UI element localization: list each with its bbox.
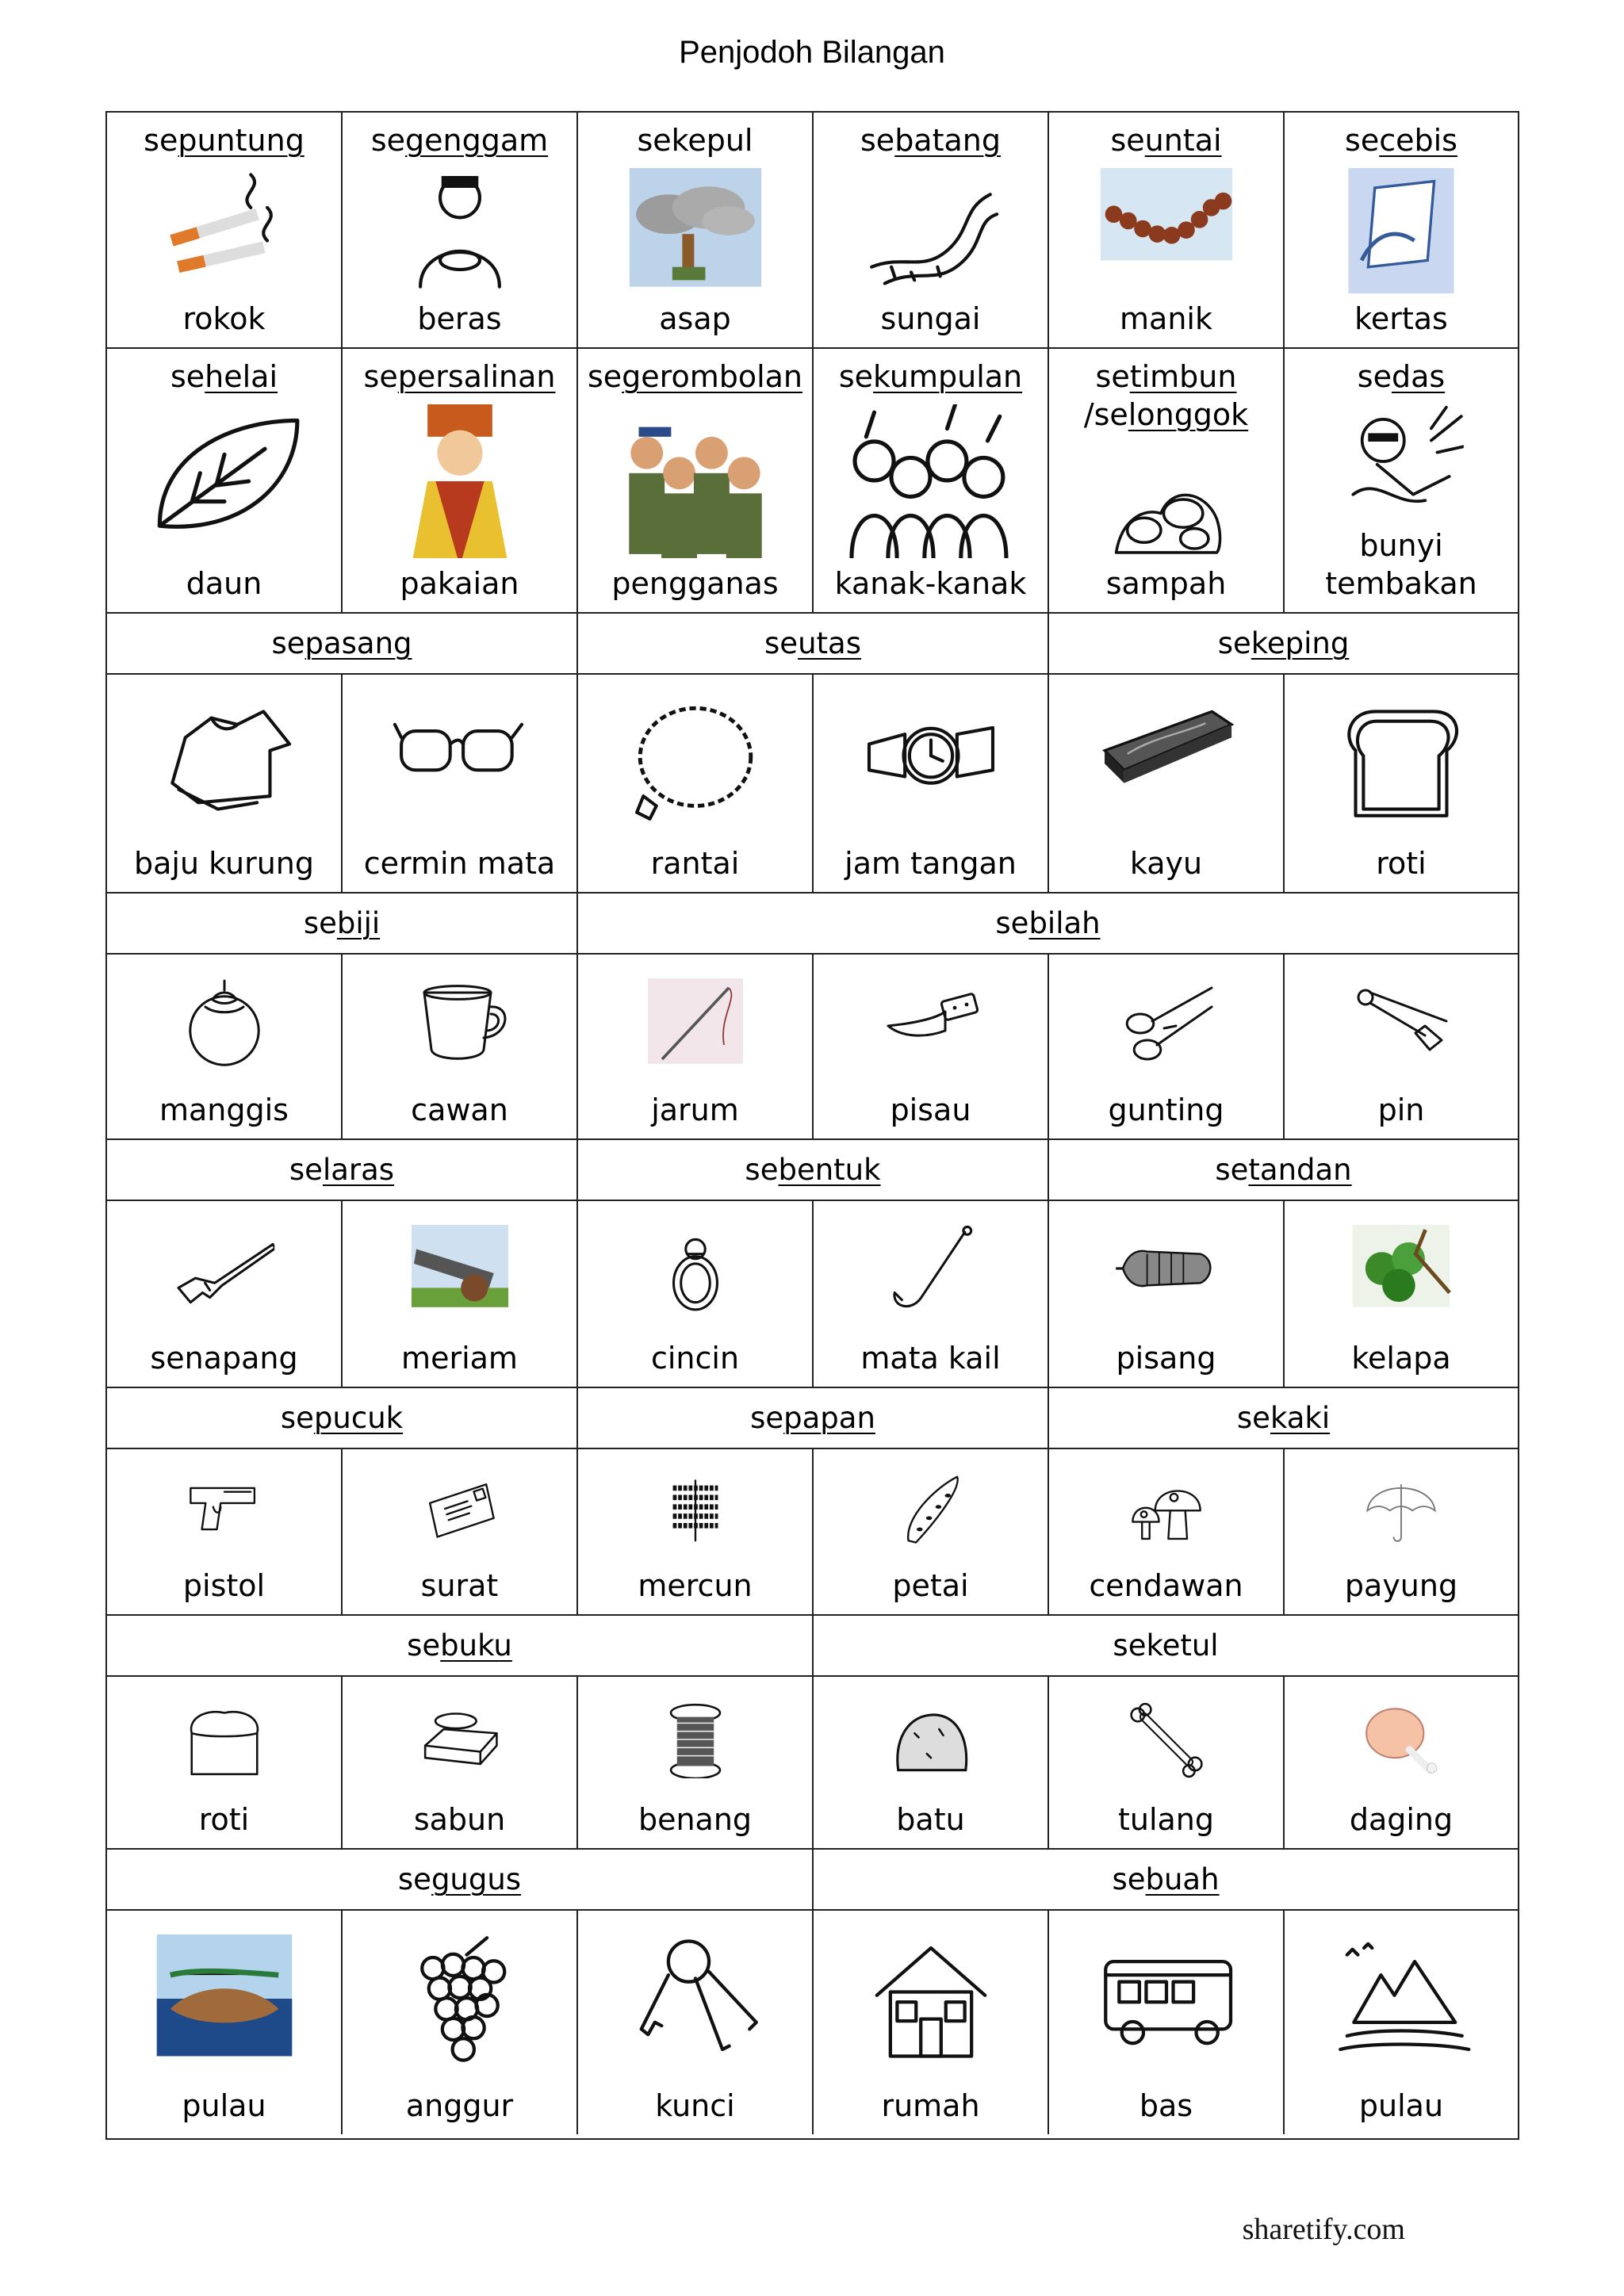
item-name: pin (1377, 1092, 1425, 1127)
cell-pin (1285, 955, 1518, 1140)
item-name: manik (1120, 300, 1212, 336)
group-header-sebuah (814, 1850, 1518, 1911)
cell-benang (578, 1677, 814, 1850)
classifier-root: cebis (1379, 123, 1457, 158)
river-icon (862, 168, 1000, 293)
wood-plank-icon (1098, 698, 1235, 822)
classifier-root: das (1391, 359, 1446, 394)
cell-payung (1285, 1449, 1518, 1616)
item-name: jarum (651, 1092, 739, 1127)
cell-cendawan (1049, 1449, 1285, 1616)
cell-sungai (814, 113, 1049, 349)
item-name: pistol (182, 1567, 266, 1603)
cell-pisang (1049, 1201, 1285, 1388)
scissors-icon (1116, 978, 1216, 1069)
item-name: rokok (182, 300, 266, 336)
cell-jarum (578, 955, 814, 1140)
cell-manggis (107, 955, 343, 1140)
cell-manik (1049, 113, 1285, 349)
ring-icon (645, 1225, 746, 1317)
classifier-prefix: se (1112, 1862, 1146, 1896)
island-photo-icon (153, 1934, 294, 2063)
classifier-root: laras (322, 1153, 395, 1187)
cell-pistol (107, 1449, 343, 1616)
cell-tulang (1049, 1677, 1285, 1850)
classifier-prefix: se (750, 1401, 784, 1435)
traditional-clothing-icon (375, 404, 544, 558)
cell-bas (1049, 1911, 1285, 2134)
group-header-seketul (814, 1616, 1518, 1677)
classifier-prefix: se (144, 123, 178, 158)
item-name: baju kurung (134, 845, 314, 881)
umbrella-icon (1362, 1473, 1441, 1544)
item-name: batu (896, 1801, 965, 1837)
cell-anggur (343, 1911, 578, 2134)
firecrackers-icon (656, 1473, 734, 1544)
classifier-root: puntung (178, 123, 304, 158)
classifier-prefix: se (170, 359, 205, 394)
classifier-prefix: se (1345, 123, 1380, 158)
banana-bunch-icon (1116, 1225, 1217, 1317)
cell-asap (578, 113, 814, 349)
cell-mata-kail (814, 1201, 1049, 1388)
bread-slice-icon (1333, 698, 1469, 822)
item-name: pulau (182, 2087, 266, 2123)
safety-pin-icon (1351, 978, 1450, 1069)
classifier-label (1049, 358, 1283, 434)
item-name: kayu (1129, 845, 1203, 881)
classifier-root: helai (205, 359, 278, 394)
cell-batu (814, 1677, 1049, 1850)
needle-icon (645, 978, 745, 1069)
classifier-label (107, 122, 341, 160)
classifier-root: batang (894, 123, 1001, 158)
item-name: beras (417, 300, 502, 336)
item-name: daun (186, 565, 262, 601)
item-name: kunci (655, 2087, 735, 2123)
baju-kurung-icon (156, 698, 293, 822)
cell-pulau (1285, 1911, 1518, 2134)
chain-necklace-icon (627, 698, 764, 822)
item-name: asap (659, 300, 731, 336)
classifier-root: utas (798, 626, 861, 660)
item-name: roti (1376, 845, 1427, 881)
classifier-label (343, 358, 576, 396)
cell-baju-kurung (107, 675, 343, 894)
wristwatch-icon (863, 698, 999, 822)
classifier-prefix: se (370, 123, 406, 158)
group-header-seutas (578, 614, 1049, 675)
classifier-prefix: se (1357, 359, 1392, 394)
item-name: meriam (401, 1340, 518, 1376)
item-name: surat (420, 1567, 499, 1603)
cell-kanak-kanak (814, 349, 1049, 614)
cell-kertas (1285, 113, 1518, 349)
item-name: senapang (150, 1340, 298, 1376)
classifier-prefix: se (995, 906, 1029, 940)
gunfire-icon (1339, 404, 1464, 519)
group-header-segugus (107, 1850, 814, 1911)
classifier-root: kaki (1270, 1401, 1331, 1435)
item-name: rumah (881, 2087, 980, 2123)
cell-pengganas (578, 349, 814, 614)
item-name: pakaian (400, 565, 519, 601)
grapes-icon (389, 1934, 530, 2063)
item-name: cermin mata (363, 845, 556, 881)
classifier-prefix: se (303, 906, 337, 940)
group-header-sepapan (578, 1388, 1049, 1449)
cell-rantai (578, 675, 814, 894)
cell-roti (107, 1677, 343, 1850)
item-name: kertas (1354, 300, 1448, 336)
classifier-root: buku (440, 1628, 512, 1663)
cell-rokok (107, 113, 343, 349)
classifier-root: pucuk (313, 1401, 404, 1435)
knife-icon (881, 978, 980, 1069)
classifier-prefix: se (838, 359, 874, 394)
mushroom-icon (1127, 1473, 1205, 1544)
children-crowd-icon (846, 404, 1015, 558)
cell-petai (814, 1449, 1049, 1616)
cell-meriam (343, 1201, 578, 1388)
cigarettes-icon (155, 168, 293, 293)
classifier-root: gerombolan (622, 359, 803, 394)
classifier-label (578, 122, 812, 160)
classifier-root: timbun (1129, 359, 1237, 394)
cell-jam-tangan (814, 675, 1049, 894)
item-name: jam tangan (845, 845, 1017, 881)
classifier-prefix: se (271, 626, 305, 660)
armed-group-icon (611, 404, 779, 558)
item-name: gunting (1108, 1092, 1224, 1127)
classifier-prefix: se (1215, 1153, 1249, 1187)
item-name: sabun (413, 1801, 506, 1837)
classifier-root: tandan (1248, 1153, 1352, 1187)
bus-icon (1095, 1934, 1236, 2063)
classifier-root: longgok (1128, 396, 1249, 432)
classifier-prefix: se (1217, 626, 1251, 660)
item-name: pisang (1116, 1340, 1216, 1376)
classifier-prefix: se (860, 123, 895, 158)
island-drawing-icon (1331, 1934, 1472, 2063)
classifier-label (1049, 122, 1283, 160)
house-icon (860, 1934, 1001, 2063)
item-name: sampah (1105, 565, 1227, 601)
item-name: kanak-kanak (834, 565, 1027, 601)
site-credit: sharetify.com (1242, 2213, 1405, 2246)
cell-roti (1285, 675, 1518, 894)
cell-pisau (814, 955, 1049, 1140)
rock-icon (888, 1701, 974, 1778)
cell-rumah (814, 1911, 1049, 2134)
classifier-prefix: se (1236, 1401, 1270, 1435)
group-header-sebentuk (578, 1140, 1049, 1201)
group-header-sebilah (578, 894, 1518, 955)
item-name: payung (1344, 1567, 1458, 1603)
classifier-root: genggam (405, 123, 549, 158)
fish-hook-icon (880, 1225, 982, 1317)
item-name: mercun (638, 1567, 753, 1603)
item-name: anggur (405, 2087, 514, 2123)
group-header-sepasang (107, 614, 578, 675)
item-name: pulau (1358, 2087, 1444, 2123)
item-name: pisau (890, 1092, 971, 1127)
classifier-label (343, 122, 576, 160)
group-header-selaras (107, 1140, 578, 1201)
classifier-root: bentuk (778, 1153, 881, 1187)
item-name: tulang (1117, 1801, 1215, 1837)
classifier-prefix: seketul (1113, 1628, 1219, 1663)
group-header-setandan (1049, 1140, 1518, 1201)
keys-icon (624, 1934, 765, 2063)
cell-sampah (1049, 349, 1285, 614)
garbage-pile-icon (1108, 452, 1224, 558)
classifier-prefix: se (407, 1628, 441, 1663)
classifier-root: papan (783, 1401, 875, 1435)
classifier-root: keping (1251, 626, 1350, 660)
cup-icon (410, 978, 509, 1069)
cell-cincin (578, 1201, 814, 1388)
cell-daging (1285, 1677, 1518, 1850)
classifier-root: untai (1144, 123, 1222, 158)
petai-pod-icon (891, 1473, 970, 1544)
cell-pulau (107, 1911, 343, 2134)
item-name: cincin (650, 1340, 740, 1376)
mangosteen-icon (174, 978, 274, 1069)
drumstick-icon (1358, 1701, 1444, 1778)
bone-icon (1124, 1701, 1209, 1778)
cell-cawan (343, 955, 578, 1140)
page-title: Penjodoh Bilangan (679, 35, 945, 70)
cell-gunting (1049, 955, 1285, 1140)
group-header-sepucuk (107, 1388, 578, 1449)
classifier-prefix: se (363, 359, 398, 394)
item-name: pengganas (611, 565, 779, 601)
classifier-prefix: se (587, 359, 622, 394)
cell-bunyi-tembakan (1285, 349, 1518, 614)
classifier-prefix: se (280, 1401, 314, 1435)
item-name: petai (892, 1567, 969, 1603)
man-holding-rice-icon (391, 168, 529, 293)
cell-mercun (578, 1449, 814, 1616)
torn-paper-icon (1332, 168, 1470, 293)
item-name: bas (1139, 2087, 1193, 2123)
classifier-label (1285, 358, 1518, 396)
cell-daun (107, 349, 343, 614)
cell-kelapa (1285, 1201, 1518, 1388)
cell-surat (343, 1449, 578, 1616)
cell-kunci (578, 1911, 814, 2134)
classifier-label (107, 358, 341, 396)
pistol-icon (185, 1473, 263, 1544)
item-name: cendawan (1089, 1567, 1243, 1603)
classifier-root: buah (1145, 1862, 1220, 1896)
cell-kayu (1049, 675, 1285, 894)
cell-pakaian (343, 349, 578, 614)
eyeglasses-icon (392, 698, 528, 822)
classifier-prefix: sekepul (637, 123, 753, 158)
group-header-sekaki (1049, 1388, 1518, 1449)
classifier-prefix: se (1095, 359, 1130, 394)
classifier-label (814, 358, 1048, 396)
item-name: daging (1349, 1801, 1454, 1837)
classifier-root: gugus (431, 1862, 522, 1896)
item-name: kelapa (1351, 1340, 1451, 1376)
cannon-icon (409, 1225, 511, 1317)
item-name: benang (638, 1801, 753, 1837)
classifier-label (578, 358, 812, 396)
item-name: roti (198, 1801, 250, 1837)
classifier-label (1285, 122, 1518, 160)
envelope-icon (420, 1473, 499, 1544)
bread-loaf-icon (182, 1701, 267, 1778)
item-name: bunyi tembakan (1325, 528, 1477, 601)
classifier-table (105, 111, 1519, 2140)
classifier-prefix: se (745, 1153, 779, 1187)
classifier-prefix: se (1110, 123, 1145, 158)
chimney-smoke-icon (626, 168, 764, 293)
thread-spool-icon (653, 1701, 738, 1778)
beads-string-icon (1097, 168, 1235, 293)
classifier-root: biji (336, 906, 381, 940)
classifier-prefix: /se (1083, 396, 1128, 432)
item-name: rantai (650, 845, 740, 881)
coconut-bunch-icon (1350, 1225, 1452, 1317)
cell-beras (343, 113, 578, 349)
classifier-root: kumpulan (873, 359, 1023, 394)
rifle-icon (174, 1225, 275, 1317)
item-name: manggis (159, 1092, 289, 1127)
classifier-prefix: se (289, 1153, 323, 1187)
classifier-root: persalinan (397, 359, 556, 394)
leaf-icon (140, 404, 308, 558)
classifier-label (814, 122, 1048, 160)
classifier-root: bilah (1028, 906, 1101, 940)
classifier-prefix: se (764, 626, 799, 660)
item-name: sungai (880, 300, 981, 336)
group-header-sebuku (107, 1616, 814, 1677)
group-header-sebiji (107, 894, 578, 955)
soap-bar-icon (417, 1701, 503, 1778)
cell-senapang (107, 1201, 343, 1388)
cell-sabun (343, 1677, 578, 1850)
group-header-sekeping (1049, 614, 1518, 675)
classifier-prefix: se (397, 1862, 431, 1896)
classifier-root: pasang (304, 626, 412, 660)
item-name: mata kail (860, 1340, 1001, 1376)
cell-cermin-mata (343, 675, 578, 894)
item-name: cawan (411, 1092, 508, 1127)
